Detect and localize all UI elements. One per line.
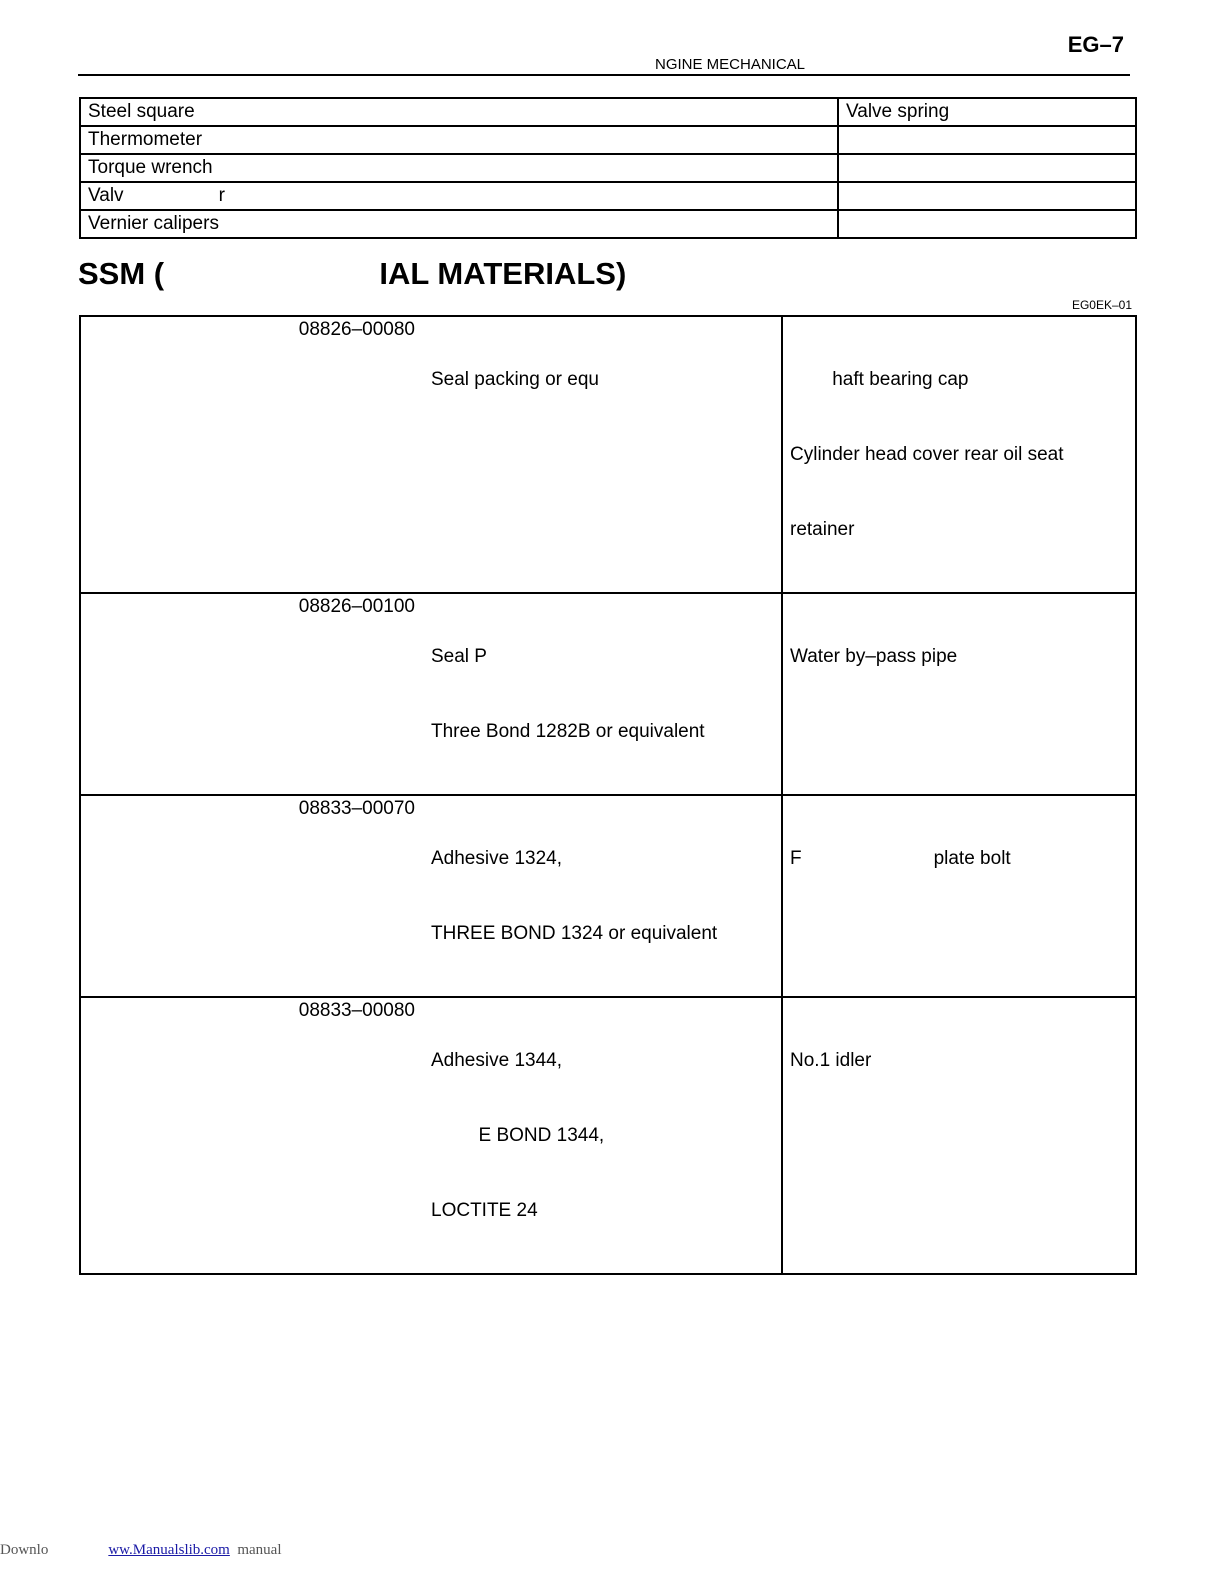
use-line: F plate bolt: [790, 848, 1011, 869]
material-line: Seal packing or equ: [431, 369, 599, 390]
ssm-title: SSM ( IAL MATERIALS): [78, 256, 627, 291]
table-row: [80, 154, 1136, 182]
table-row: [80, 316, 1136, 593]
part-number: 08833–00080: [80, 997, 431, 1274]
tool-name: Thermometer: [80, 126, 838, 154]
table-row: [80, 98, 1136, 126]
footer-prefix: Downlo: [0, 1542, 49, 1558]
use-line: Cylinder head cover rear oil seat: [790, 444, 1064, 465]
use-line: haft bearing cap: [790, 369, 969, 390]
tool-name: Vernier calipers: [80, 210, 838, 238]
material-cell: [431, 593, 782, 795]
material-line: THREE BOND 1324 or equivalent: [431, 923, 718, 944]
doc-code: EG0EK–01: [1071, 298, 1132, 312]
material-cell: [431, 316, 782, 593]
tool-use: [838, 126, 1136, 154]
material-cell: [431, 795, 782, 997]
header-rule: [78, 74, 1130, 76]
material-line: E BOND 1344,: [431, 1125, 605, 1146]
tool-name: Steel square: [80, 98, 838, 126]
part-number: 08826–00080: [80, 316, 431, 593]
tool-name: Torque wrench: [80, 154, 838, 182]
use-cell: [782, 997, 1136, 1274]
material-line: Adhesive 1344,: [431, 1050, 562, 1071]
part-number: 08833–00070: [80, 795, 431, 997]
use-cell: [782, 795, 1136, 997]
tools-table: [79, 97, 1137, 239]
tool-use: [838, 210, 1136, 238]
use-cell: [782, 316, 1136, 593]
footer-suffix: manual: [237, 1542, 282, 1558]
table-row: [80, 210, 1136, 238]
footer: [0, 1542, 400, 1559]
material-cell: [431, 997, 782, 1274]
tool-use: [838, 154, 1136, 182]
ssm-table: [79, 315, 1137, 1275]
table-row: [80, 593, 1136, 795]
use-line: Water by–pass pipe: [790, 646, 958, 667]
page-number: EG–7: [1067, 32, 1124, 57]
table-row: [80, 182, 1136, 210]
use-line: No.1 idler: [790, 1050, 872, 1071]
part-number: 08826–00100: [80, 593, 431, 795]
table-row: [80, 795, 1136, 997]
footer-link[interactable]: ww.Manualslib.com: [108, 1542, 230, 1558]
material-line: Adhesive 1324,: [431, 848, 562, 869]
material-line: LOCTITE 24: [431, 1200, 538, 1221]
table-row: [80, 997, 1136, 1274]
use-line: retainer: [790, 519, 855, 540]
material-line: Three Bond 1282B or equivalent: [431, 721, 705, 742]
tool-name: Valv r: [80, 182, 838, 210]
tool-use: [838, 182, 1136, 210]
use-cell: [782, 593, 1136, 795]
section-header: NGINE MECHANICAL: [654, 56, 806, 73]
material-line: Seal P: [431, 646, 487, 667]
table-row: [80, 126, 1136, 154]
tool-use: Valve spring: [838, 98, 1136, 126]
